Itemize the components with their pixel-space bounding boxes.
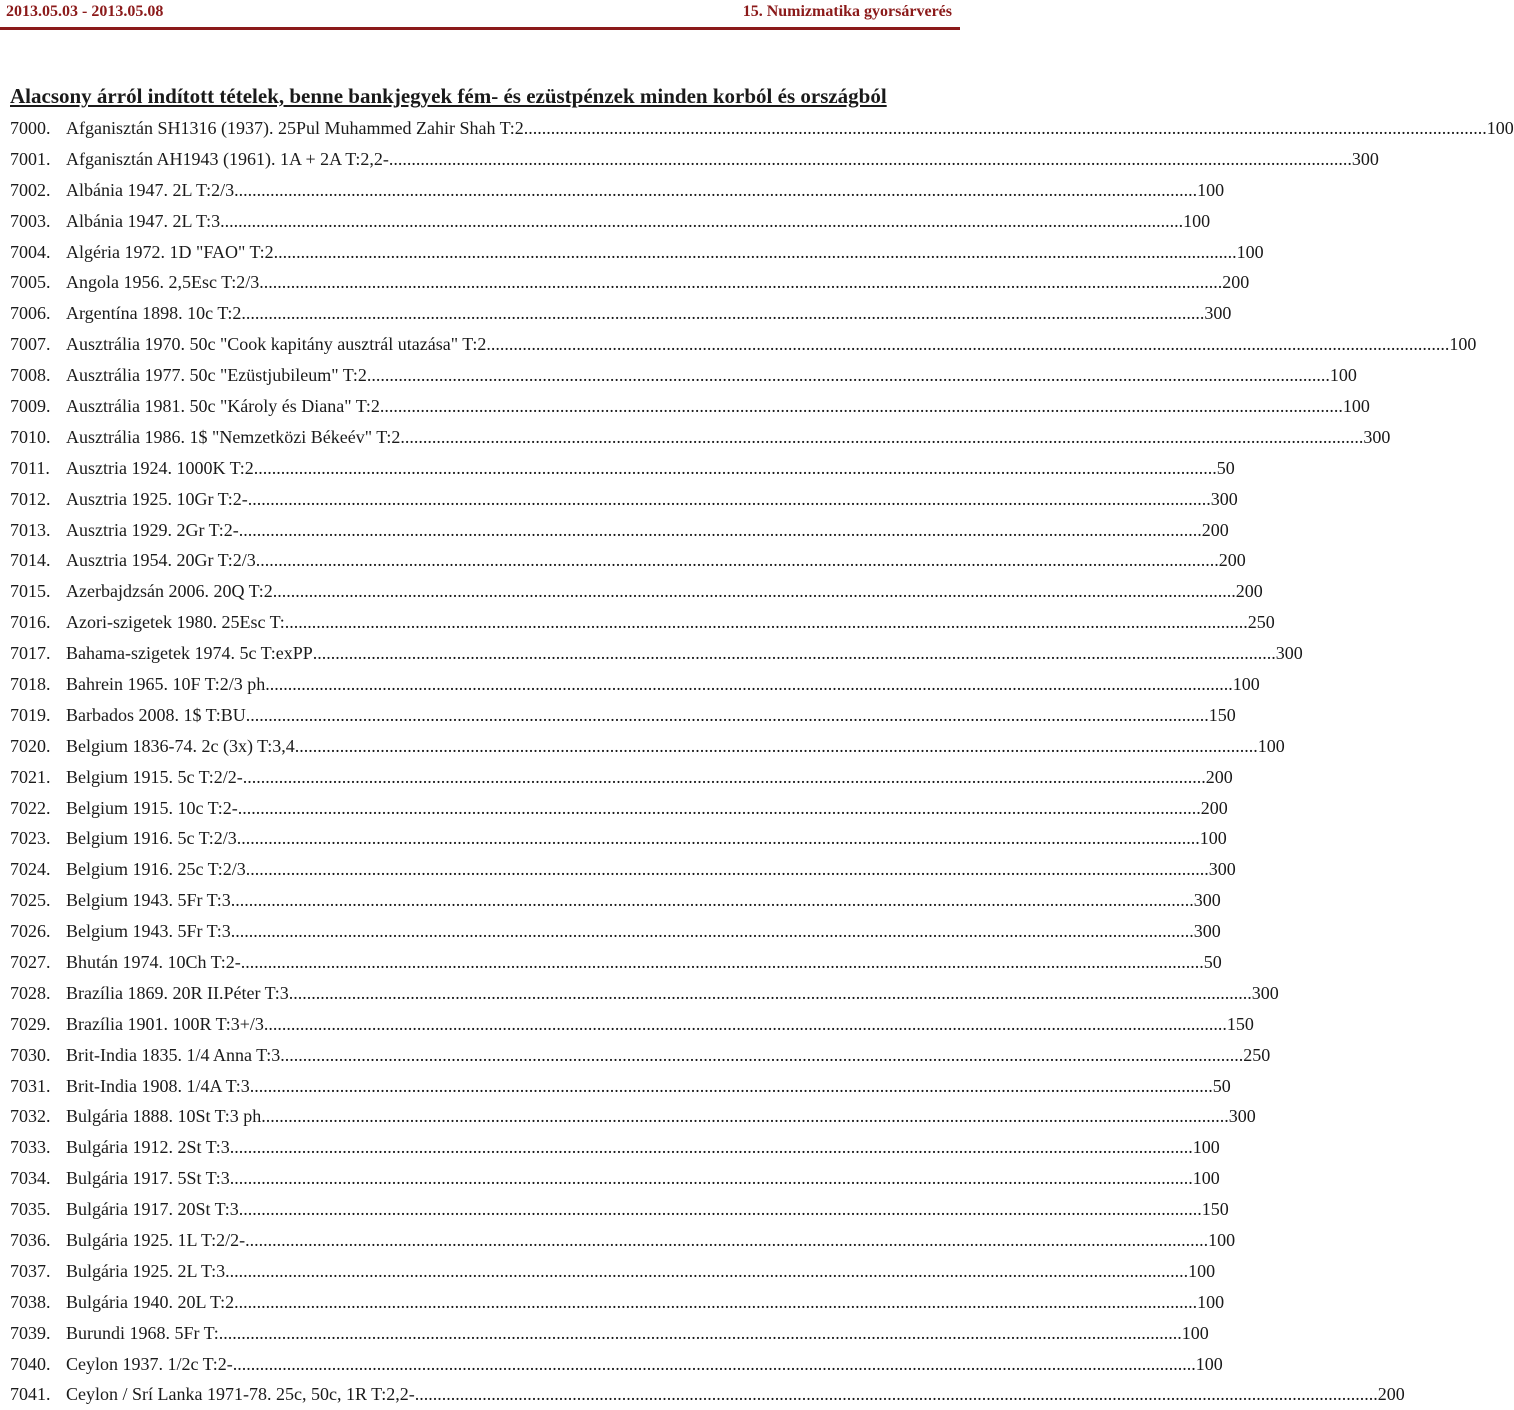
- lot-row: [10, 113, 1514, 144]
- lot-starting-price: 150: [1208, 704, 1236, 725]
- dot-leader: [231, 921, 1194, 942]
- lot-description: Ausztria 1925. 10Gr T:2-: [66, 488, 248, 509]
- lot-row: [10, 700, 1236, 731]
- lot-row: [10, 793, 1228, 824]
- dot-leader: [295, 736, 1258, 757]
- lot-row: [10, 1040, 1271, 1071]
- dot-leader: [241, 303, 1204, 324]
- dot-leader: [234, 180, 1197, 201]
- lot-number: 7015.: [10, 581, 51, 602]
- lot-starting-price: 150: [1226, 1013, 1254, 1034]
- lot-starting-price: 100: [1208, 1230, 1236, 1250]
- lot-row: [10, 1194, 1229, 1225]
- dot-leader: [285, 612, 1248, 633]
- header-date-range: 2013.05.03 - 2013.05.08: [6, 3, 164, 20]
- lot-number: 7003.: [10, 210, 51, 231]
- lot-description: Barbados 2008. 1$ T:BU: [66, 704, 246, 725]
- lot-row: [10, 298, 1232, 329]
- lot-number: 7013.: [10, 519, 51, 540]
- lot-number: 7038.: [10, 1291, 51, 1312]
- dot-leader: [239, 1199, 1202, 1220]
- lot-starting-price: 100: [1199, 828, 1227, 849]
- lot-number: 7033.: [10, 1137, 51, 1158]
- lot-number: 7002.: [10, 179, 51, 200]
- dot-leader: [274, 242, 1237, 263]
- lot-number: 7024.: [10, 859, 51, 880]
- lot-description: Belgium 1915. 10c T:2-: [66, 797, 238, 818]
- lot-description: Ausztria 1929. 2Gr T:2-: [66, 519, 239, 540]
- lot-description: Ceylon / Srí Lanka 1971-78. 25c, 50c, 1R T:2,2-: [66, 1384, 415, 1405]
- lot-description: Belgium 1916. 5c T:2/3: [66, 828, 237, 849]
- lot-row: [10, 515, 1229, 546]
- lot-number: 7031.: [10, 1075, 51, 1096]
- lot-description: Bahrein 1965. 10F T:2/3 ph.: [66, 673, 270, 694]
- lot-row: [10, 607, 1275, 638]
- lot-description: Afganisztán SH1316 (1937). 25Pul Muhammed Zahir Shah T:2: [66, 117, 524, 138]
- lot-starting-price: 300: [1228, 1106, 1256, 1127]
- lot-description: Ceylon 1937. 1/2c T:2-: [66, 1353, 233, 1374]
- lot-row: [10, 669, 1260, 700]
- lot-row: [10, 823, 1227, 854]
- lot-row: [10, 1349, 1223, 1380]
- dot-leader: [243, 767, 1206, 788]
- lot-number: 7037.: [10, 1260, 51, 1281]
- lot-starting-price: 200: [1201, 519, 1229, 540]
- dot-leader: [264, 1014, 1227, 1035]
- lot-starting-price: 150: [1201, 1199, 1229, 1220]
- lot-starting-price: 300: [1208, 859, 1236, 880]
- dot-leader: [237, 828, 1200, 849]
- lot-number: 7001.: [10, 148, 51, 169]
- lot-row: [10, 1009, 1254, 1040]
- lot-row: [10, 762, 1233, 793]
- dot-leader: [220, 211, 1183, 232]
- lot-starting-price: 100: [1236, 241, 1264, 262]
- lot-row: [10, 360, 1357, 391]
- lot-starting-price: 100: [1197, 179, 1225, 200]
- lot-number: 7019.: [10, 704, 51, 725]
- lot-number: 7023.: [10, 828, 51, 849]
- lot-row: [10, 916, 1221, 947]
- lot-row: [10, 484, 1238, 515]
- lot-description: Afganisztán AH1943 (1961). 1A + 2A T:2,2-: [66, 148, 389, 169]
- lot-description: Bulgária 1888. 10St T:3 ph.: [66, 1106, 266, 1127]
- lot-row: [10, 1380, 1405, 1410]
- lot-number: 7018.: [10, 673, 51, 694]
- lot-starting-price: 100: [1188, 1260, 1216, 1281]
- dot-leader: [230, 1137, 1193, 1158]
- lot-description: Belgium 1943. 5Fr T:3: [66, 890, 231, 911]
- dot-leader: [280, 1045, 1243, 1066]
- lot-description: Ausztrália 1977. 50c "Ezüstjubileum" T:2: [66, 365, 367, 386]
- lot-starting-price: 300: [1210, 488, 1238, 509]
- lot-row: [10, 545, 1246, 576]
- lot-number: 7009.: [10, 395, 51, 416]
- lot-starting-price: 250: [1247, 612, 1275, 633]
- lot-number: 7010.: [10, 426, 51, 447]
- lot-row: [10, 576, 1263, 607]
- lot-starting-price: 50: [1212, 1075, 1231, 1096]
- lot-starting-price: 200: [1222, 272, 1250, 293]
- lot-number: 7041.: [10, 1384, 51, 1405]
- lot-description: Albánia 1947. 2L T:3: [66, 210, 221, 231]
- lot-number: 7036.: [10, 1230, 51, 1250]
- lot-number: 7004.: [10, 241, 51, 262]
- dot-leader: [254, 458, 1217, 479]
- lot-row: [10, 731, 1285, 762]
- lot-row: [10, 1132, 1220, 1163]
- lot-number: 7029.: [10, 1013, 51, 1034]
- lot-starting-price: 200: [1235, 581, 1263, 602]
- lot-starting-price: 100: [1232, 673, 1260, 694]
- lot-starting-price: 300: [1193, 890, 1221, 911]
- lot-number: 7020.: [10, 735, 51, 756]
- lot-number: 7039.: [10, 1322, 51, 1343]
- lot-description: Bhután 1974. 10Ch T:2-: [66, 951, 241, 972]
- lot-starting-price: 50: [1216, 457, 1235, 478]
- lot-starting-price: 200: [1200, 797, 1228, 818]
- lot-starting-price: 300: [1204, 303, 1232, 324]
- lot-number: 7011.: [10, 457, 50, 478]
- section-title: Alacsony árról indított tételek, benne bankjegyek fém- és ezüstpénzek minden korból és országból: [10, 84, 887, 108]
- lot-number: 7006.: [10, 303, 51, 324]
- dot-leader: [219, 1323, 1182, 1344]
- lot-number: 7026.: [10, 921, 51, 942]
- lot-starting-price: 100: [1329, 365, 1357, 386]
- lot-number: 7007.: [10, 334, 51, 355]
- lot-row: [10, 1256, 1216, 1287]
- dot-leader: [266, 1106, 1229, 1127]
- lot-number: 7040.: [10, 1353, 51, 1374]
- lot-row: [10, 144, 1379, 175]
- lot-starting-price: 100: [1195, 1353, 1223, 1374]
- lot-number: 7035.: [10, 1199, 51, 1220]
- lot-starting-price: 300: [1351, 148, 1379, 169]
- lot-starting-price: 100: [1342, 395, 1370, 416]
- lot-number: 7014.: [10, 550, 51, 571]
- dot-leader: [389, 149, 1352, 170]
- dot-leader: [380, 396, 1343, 417]
- lot-starting-price: 100: [1183, 210, 1211, 231]
- lot-description: Belgium 1916. 25c T:2/3: [66, 859, 246, 880]
- lot-number: 7021.: [10, 766, 51, 787]
- lot-starting-price: 100: [1257, 735, 1285, 756]
- lot-row: [10, 978, 1279, 1009]
- lot-starting-price: 300: [1363, 426, 1391, 447]
- lot-number: 7022.: [10, 797, 51, 818]
- lot-starting-price: 300: [1275, 643, 1303, 664]
- lot-description: Ausztria 1954. 20Gr T:2/3: [66, 550, 256, 571]
- dot-leader: [524, 118, 1487, 139]
- dot-leader: [231, 890, 1194, 911]
- lot-row: [10, 947, 1222, 978]
- lot-starting-price: 100: [1486, 117, 1514, 138]
- lot-row: [10, 1318, 1209, 1349]
- lot-description: Belgium 1915. 5c T:2/2-: [66, 766, 243, 787]
- lot-description: Azori-szigetek 1980. 25Esc T:: [66, 612, 285, 633]
- header-auction-title: 15. Numizmatika gyorsárverés: [742, 3, 952, 20]
- dot-leader: [245, 1230, 1208, 1251]
- lot-starting-price: 250: [1243, 1044, 1271, 1065]
- lot-description: Ausztrália 1986. 1$ "Nemzetközi Békeév" T:2: [66, 426, 401, 447]
- dot-leader: [239, 520, 1202, 541]
- dot-leader: [234, 1292, 1197, 1313]
- lot-description: Bulgária 1917. 5St T:3: [66, 1168, 230, 1189]
- dot-leader: [230, 1168, 1193, 1189]
- dot-leader: [256, 550, 1219, 571]
- lot-number: 7000.: [10, 117, 51, 138]
- lot-number: 7005.: [10, 272, 51, 293]
- lot-description: Angola 1956. 2,5Esc T:2/3: [66, 272, 260, 293]
- lot-number: 7032.: [10, 1106, 51, 1127]
- lot-row: [10, 1225, 1236, 1256]
- lot-starting-price: 300: [1193, 921, 1221, 942]
- lot-row: [10, 1102, 1256, 1133]
- lot-row: [10, 1163, 1220, 1194]
- lot-number: 7034.: [10, 1168, 51, 1189]
- dot-leader: [313, 643, 1276, 664]
- lot-description: Bulgária 1912. 2St T:3: [66, 1137, 230, 1158]
- lot-description: Algéria 1972. 1D "FAO" T:2: [66, 241, 274, 262]
- lot-starting-price: 300: [1251, 982, 1279, 1003]
- lot-list: [10, 113, 1514, 1410]
- lot-row: [10, 175, 1225, 206]
- lot-row: [10, 267, 1250, 298]
- dot-leader: [241, 952, 1204, 973]
- lot-row: [10, 237, 1264, 268]
- lot-description: Brit-India 1835. 1/4 Anna T:3: [66, 1044, 281, 1065]
- lot-description: Bahama-szigetek 1974. 5c T:exPP: [66, 643, 313, 664]
- lot-number: 7028.: [10, 982, 51, 1003]
- lot-description: Belgium 1943. 5Fr T:3: [66, 921, 231, 942]
- dot-leader: [250, 1076, 1213, 1097]
- dot-leader: [248, 489, 1211, 510]
- dot-leader: [486, 334, 1449, 355]
- dot-leader: [270, 674, 1233, 695]
- dot-leader: [233, 1354, 1196, 1375]
- lot-number: 7017.: [10, 643, 51, 664]
- lot-row: [10, 453, 1235, 484]
- lot-row: [10, 638, 1303, 669]
- dot-leader: [246, 859, 1209, 880]
- lot-row: [10, 885, 1221, 916]
- lot-description: Azerbajdzsán 2006. 20Q T:2: [66, 581, 273, 602]
- lot-row: [10, 206, 1211, 237]
- dot-leader: [289, 983, 1252, 1004]
- lot-description: Bulgária 1925. 2L T:3: [66, 1260, 226, 1281]
- lot-number: 7030.: [10, 1044, 51, 1065]
- lot-description: Argentína 1898. 10c T:2: [66, 303, 242, 324]
- lot-description: Ausztrália 1981. 50c "Károly és Diana" T:2: [66, 395, 380, 416]
- lot-row: [10, 422, 1391, 453]
- lot-description: Ausztria 1924. 1000K T:2: [66, 457, 254, 478]
- lot-row: [10, 1071, 1231, 1102]
- lot-number: 7012.: [10, 488, 51, 509]
- dot-leader: [415, 1384, 1378, 1405]
- lot-number: 7027.: [10, 951, 51, 972]
- dot-leader: [259, 272, 1222, 293]
- dot-leader: [246, 705, 1209, 726]
- lot-number: 7025.: [10, 890, 51, 911]
- lot-starting-price: 50: [1203, 951, 1222, 972]
- lot-starting-price: 200: [1218, 550, 1246, 571]
- dot-leader: [273, 581, 1236, 602]
- lot-row: [10, 854, 1236, 885]
- lot-starting-price: 100: [1449, 334, 1477, 355]
- lot-starting-price: 200: [1377, 1384, 1405, 1405]
- lot-description: Bulgária 1925. 1L T:2/2-: [66, 1230, 246, 1250]
- lot-starting-price: 100: [1181, 1322, 1209, 1343]
- lot-starting-price: 200: [1205, 766, 1233, 787]
- lot-description: Ausztrália 1970. 50c "Cook kapitány ausztrál utazása" T:2: [66, 334, 487, 355]
- lot-row: [10, 329, 1477, 360]
- dot-leader: [367, 365, 1330, 386]
- lot-description: Brit-India 1908. 1/4A T:3: [66, 1075, 250, 1096]
- lot-description: Brazília 1901. 100R T:3+/3: [66, 1013, 264, 1034]
- lot-description: Brazília 1869. 20R II.Péter T:3: [66, 982, 289, 1003]
- lot-row: [10, 391, 1370, 422]
- lot-description: Bulgária 1917. 20St T:3: [66, 1199, 239, 1220]
- lot-description: Burundi 1968. 5Fr T:: [66, 1322, 219, 1343]
- lot-row: [10, 1287, 1225, 1318]
- lot-number: 7016.: [10, 612, 51, 633]
- dot-leader: [400, 427, 1363, 448]
- dot-leader: [238, 798, 1201, 819]
- lot-description: Belgium 1836-74. 2c (3x) T:3,4: [66, 735, 295, 756]
- dot-leader: [225, 1261, 1188, 1282]
- lot-starting-price: 100: [1197, 1291, 1225, 1312]
- lot-description: Albánia 1947. 2L T:2/3: [66, 179, 235, 200]
- lot-starting-price: 100: [1192, 1137, 1220, 1158]
- lot-starting-price: 100: [1192, 1168, 1220, 1189]
- lot-description: Bulgária 1940. 20L T:2: [66, 1291, 235, 1312]
- lot-number: 7008.: [10, 365, 51, 386]
- header-divider: [0, 27, 960, 30]
